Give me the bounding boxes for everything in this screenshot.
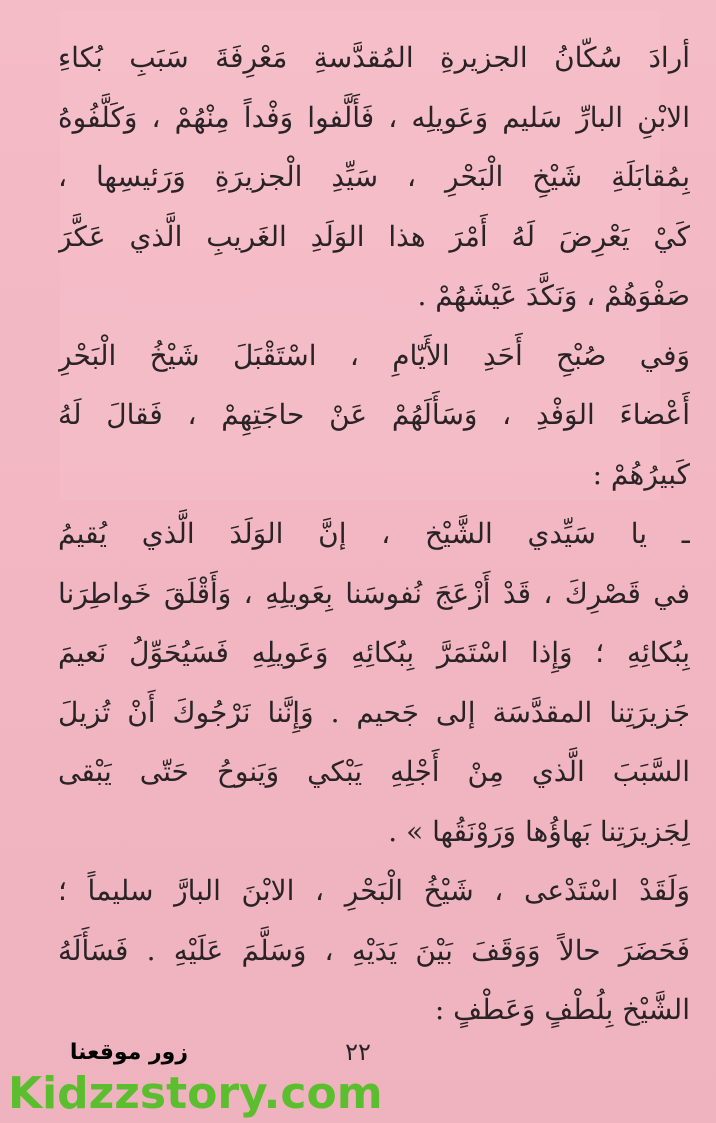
- text-line: الشَّيْخ بِلُطْفٍ وَعَطْفٍ :: [434, 993, 690, 1026]
- text-line: السَّبَبَ الَّذي مِنْ أَجْلِهِ يَبْكي وَيَنوحُ حَتّى يَبْقى: [58, 755, 690, 788]
- text-line: أرادَ سُكّانُ الجزيرةِ المُقدَّسةِ مَعْرِفَةَ سَبَبِ بُكاءِ: [58, 41, 690, 74]
- text-line: وَفي صُبْحِ أَحَدِ الأَيّامِ ، اسْتَقْبَلَ شَيْخُ الْبَحْرِ: [58, 338, 690, 372]
- paragraph-2: [58, 326, 690, 505]
- text-line: كَيْ يَعْرِضَ لَهُ أَمْرَ هذا الوَلَدِ الغَريبِ الَّذي عَكَّرَ: [58, 219, 690, 253]
- text-line: أَعْضاءَ الوَفْدِ ، وَسَأَلَهُمْ عَنْ حاجَتِهِمْ ، فَقالَ لَهُ: [58, 398, 690, 431]
- text-line: ـ يا سَيِّدي الشَّيْخ ، إنَّ الوَلَدَ الَّذي يُقيمُ: [58, 517, 690, 550]
- page-number: ٢٢: [345, 1038, 371, 1066]
- text-line: بِمُقابَلَةِ شَيْخِ الْبَحْرِ ، سَيِّدِ الْجزيرَةِ وَرَئيسِها ،: [58, 160, 690, 193]
- text-line: بِبُكائِهِ ؛ وَإِذا اسْتَمَرَّ بِبُكائِهِ وَعَويلِهِ فَسَيُحَوِّلُ نَعيمَ: [58, 636, 690, 669]
- paragraph-3: [58, 504, 690, 861]
- watermark-visit-text: زور موقعنا: [69, 1040, 188, 1065]
- paragraph-1: [58, 28, 690, 326]
- text-line: الابْنِ البارِّ سَليم وَعَويلِه ، فَأَلَّفوا وَفْداً مِنْهُمْ ، وَكَلَّفُوهُ: [58, 100, 690, 134]
- text-line: كَبيرُهُمْ :: [592, 457, 690, 491]
- text-line: جَزيرَتِنا المقدَّسَة إلى جَحيم . وَإِنَّنا نَرْجُوكَ أَنْ تُزيلَ: [58, 695, 690, 729]
- text-line: في قَصْرِكَ ، قَدْ أَزْعَجَ نُفوسَنا بِعَويلِهِ ، وَأَقْلَقَ خَواطِرَنا: [58, 576, 690, 610]
- text-line: وَلَقَدْ اسْتَدْعى ، شَيْخُ الْبَحْرِ ، الابْنَ البارَّ سليماً ؛: [58, 874, 690, 907]
- text-line: صَفْوَهُمْ ، وَنَكَّدَ عَيْشَهُمْ .: [417, 279, 690, 312]
- text-line: فَحَضَرَ حالاً وَوَقَفَ بَيْنَ يَدَيْهِ ، وَسَلَّمَ عَلَيْهِ . فَسَأَلَهُ: [58, 933, 690, 967]
- text-line: لِجَزيرَتِنا بَهاؤُها وَرَوْنَقُها » .: [388, 814, 690, 848]
- watermark-brand: Kidzzstory.com: [8, 1068, 383, 1119]
- paragraph-4: [58, 861, 690, 1040]
- story-text: [58, 28, 690, 1040]
